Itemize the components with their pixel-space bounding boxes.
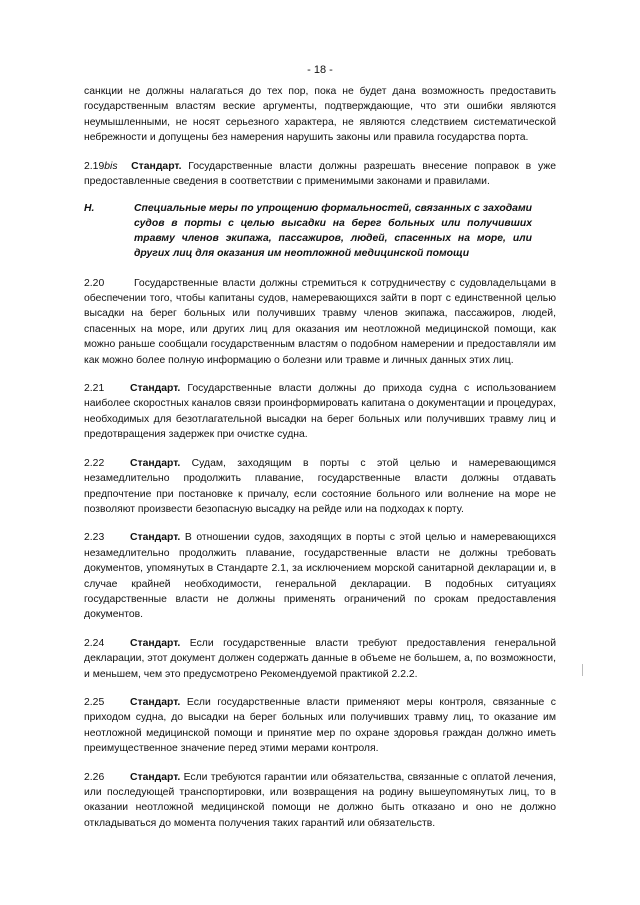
paragraph-text: Если требуются гарантии или обязательства, связанные с оплатой лечения, или последующей транспортировки, или возвращения на родину вышеупомянутых лиц, то в оказании неотложной медицинской помощи не должно быть отказано и оно не должно откладываться до момента получения таких гарантий или обязательств. [84,771,557,829]
paragraph-2-26 [84,770,556,832]
paragraph-number: 2.25 [84,696,105,708]
paragraph-number: 2.26 [84,771,105,783]
paragraph-2-21 [84,381,556,443]
standard-label: Стандарт. [130,532,181,544]
paragraph-text: Судам, заходящим в порты с этой целью и намеревающимся незамедлительно продолжить плавание, государственные власти должны отдавать предпочтение при постановке к причалу, если состояние больного или волнение на море не позволяют произвести безопасную высадку на рейде или на подходах к порту. [84,457,556,515]
paragraph-number: 2.21 [84,383,105,395]
section-letter: H. [84,203,95,215]
paragraph-number-suffix: bis [104,160,118,172]
standard-label: Стандарт. [130,383,181,395]
paragraph-text: Если государственные власти требуют предоставления генеральной декларации, этот документ должен содержать данные в объеме не большем, а, по возможности, и меньшем, чем это предусмотрено Рекомендуемой практикой 2.2.2. [84,637,556,680]
standard-label: Стандарт. [130,457,181,469]
paragraph-number: 2.22 [84,457,105,469]
paragraph-2-23 [84,530,556,622]
paragraph-text: Если государственные власти применяют меры контроля, связанные с приходом судна, до высадки на берег больных или получивших травму лиц, то оказание им неотложной медицинской помощи и принятие мер по охране здоровья граждан должно иметь преимущественное значение перед этими мерами контроля. [84,696,556,755]
paragraph-2-22 [84,456,556,518]
paragraph-text: Государственные власти должны до прихода судна с использованием наиболее скоростных каналов связи проинформировать капитана о документации и процедурах, необходимых для безотлагательной высадки на берег больных или получивших травму лиц и предотвращения задержек при очистке судна. [84,383,556,441]
section-title: Специальные меры по упрощению формальностей, связанных с заходами судов в порты с целью высадки на берег больных или получивших травму членов экипажа, пассажиров, людей, спасенных на море, или других лиц для оказания им неотложной медицинской помощи [134,203,532,259]
paragraph-number: 2.23 [84,532,105,544]
document-body [84,84,556,844]
standard-label: Стандарт. [130,637,181,649]
section-heading-h [84,202,556,261]
paragraph-2-20 [84,276,556,368]
paragraph-number: 2.24 [84,637,105,649]
paragraph-text: Государственные власти должны стремиться к сотрудничеству с судовладельцами в обеспечении того, чтобы капитаны судов, намеревающихся зайти в порт с единственной целью высадки на берег больных или получивших травму членов экипажа, пассажиров, людей, спасенных на море, или других лиц для оказания им неотложной медицинской помощи, как можно раньше сообщали государственным властям о подобном намерении и предоставляли им как можно более полную информацию о болезни или травме и личных данных этих лиц. [84,277,556,366]
standard-label: Стандарт. [130,771,181,783]
paragraph-text: Государственные власти должны разрешать внесение поправок в уже предоставленные сведения в соответствии с применимыми законами и правилами. [84,160,556,188]
paragraph-2-25 [84,695,556,757]
paragraph-2-19bis [84,159,556,190]
standard-label: Стандарт. [131,160,182,172]
paragraph-number: 2.20 [84,277,105,289]
standard-label: Стандарт. [130,696,181,708]
paragraph-number: 2.19bis [84,160,118,172]
page-number: - 18 - [307,64,333,76]
margin-mark [582,664,583,676]
paragraph-text: В отношении судов, заходящих в порты с этой целью и намеревающихся незамедлительно продолжить плавание, государственные власти не должны требовать документов, упомянутых в Стандарте 2.1, за исключением морской санитарной декларации и, в случае крайней необходимости, генеральной декларации. В подобных ситуациях государственные власти не должны применять ограничений по срокам предоставления документов. [84,532,556,621]
paragraph-2-24 [84,636,556,682]
intro-paragraph: санкции не должны налагаться до тех пор, пока не будет дана возможность предоставить государственным властям веские аргументы, подтверждающие, что эти ошибки являются неумышленными, не носят серьезного характера, не являются следствием систематической небрежности и допущены без намерения нарушить законы или правила государства порта. [84,86,556,144]
